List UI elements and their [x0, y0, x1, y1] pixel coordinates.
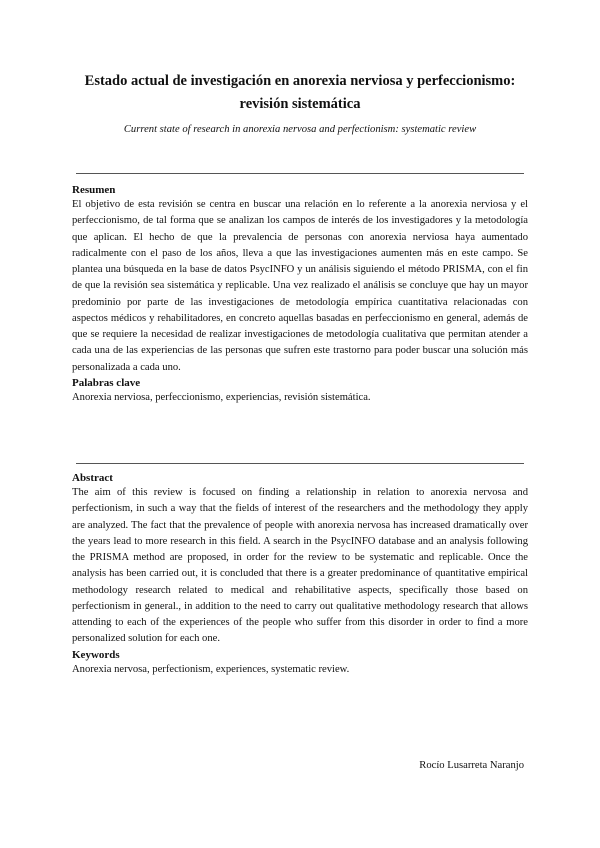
palabras-clave-text: Anorexia nerviosa, perfeccionismo, experiencias, revisión sistemática.: [72, 391, 371, 403]
abstract-text: The aim of this review is focused on finding a relationship in relation to anorexia nervosa and perfectionism, in such a way that the fields of interest of the researchers and the methodology they apply are analyzed. The fact that the prevalence of people with anorexia nervosa has increased dramatically over the years lead to more research in this field. A search in the PsycINFO database and an analysis following the PRISMA method are proposed, in order for the review to be systematic and replicable. Once the analysis has been carried out, it is concluded that there is a greater predominance of quantitative empirical methodology research related to medical and rehabilitative aspects, specifically those based on perfectionism in general., in addition to the need to carry out qualitative methodology research that allows attending to each of the experiences of the people who suffer from this disorder in order to find a more personalized solution for each one.: [72, 487, 528, 645]
resumen-heading: Resumen: [72, 184, 116, 196]
keywords-heading: Keywords: [72, 648, 120, 661]
divider-middle: [76, 463, 524, 464]
resumen-text: El objetivo de esta revisión se centra en buscar una relación en lo referente a la anorexia nerviosa y el perfeccionismo, de tal forma que se analizan los campos de interés de los investigadores y la metodología que aplican. El hecho de que la prevalencia de personas con anorexia nerviosa haya aumentado radicalmente con el paso de los años, lleva a que las investigaciones aumenten más en este campo. Se plantea una búsqueda en la base de datos PsycINFO y un análisis siguiendo el método PRISMA, con el fin de que la revisión sea sistemática y replicable. Una vez realizado el análisis se concluye que hay un mayor predominio por parte de las investigaciones de metodología empírica cuantitativa relacionadas con aspectos médicos y rehabilitadores, en concreto aquellas basadas en perfeccionismo en general, además de que se requiere la necesidad de realizar investigaciones de metodología cualitativa que permitan atender a cada una de las experiencias de las personas que sufren este trastorno para poder buscar una solución más personalizada a cada uno.: [72, 199, 528, 373]
abstract-section: [72, 471, 528, 678]
title-line-1: Estado actual de investigación en anorexia nerviosa y perfeccionismo:: [84, 73, 516, 89]
english-subtitle: Current state of research in anorexia nervosa and perfectionism: systematic review: [123, 124, 477, 135]
divider-top: [76, 173, 524, 174]
title-line-2: revisión sistemática: [239, 96, 361, 112]
resumen-section: [72, 183, 528, 406]
author-name: Rocío Lusarreta Naranjo: [419, 760, 524, 771]
keywords-text: Anorexia nervosa, perfectionism, experiences, systematic review.: [72, 663, 350, 675]
palabras-clave-heading: Palabras clave: [72, 376, 141, 389]
abstract-heading: Abstract: [72, 472, 113, 484]
